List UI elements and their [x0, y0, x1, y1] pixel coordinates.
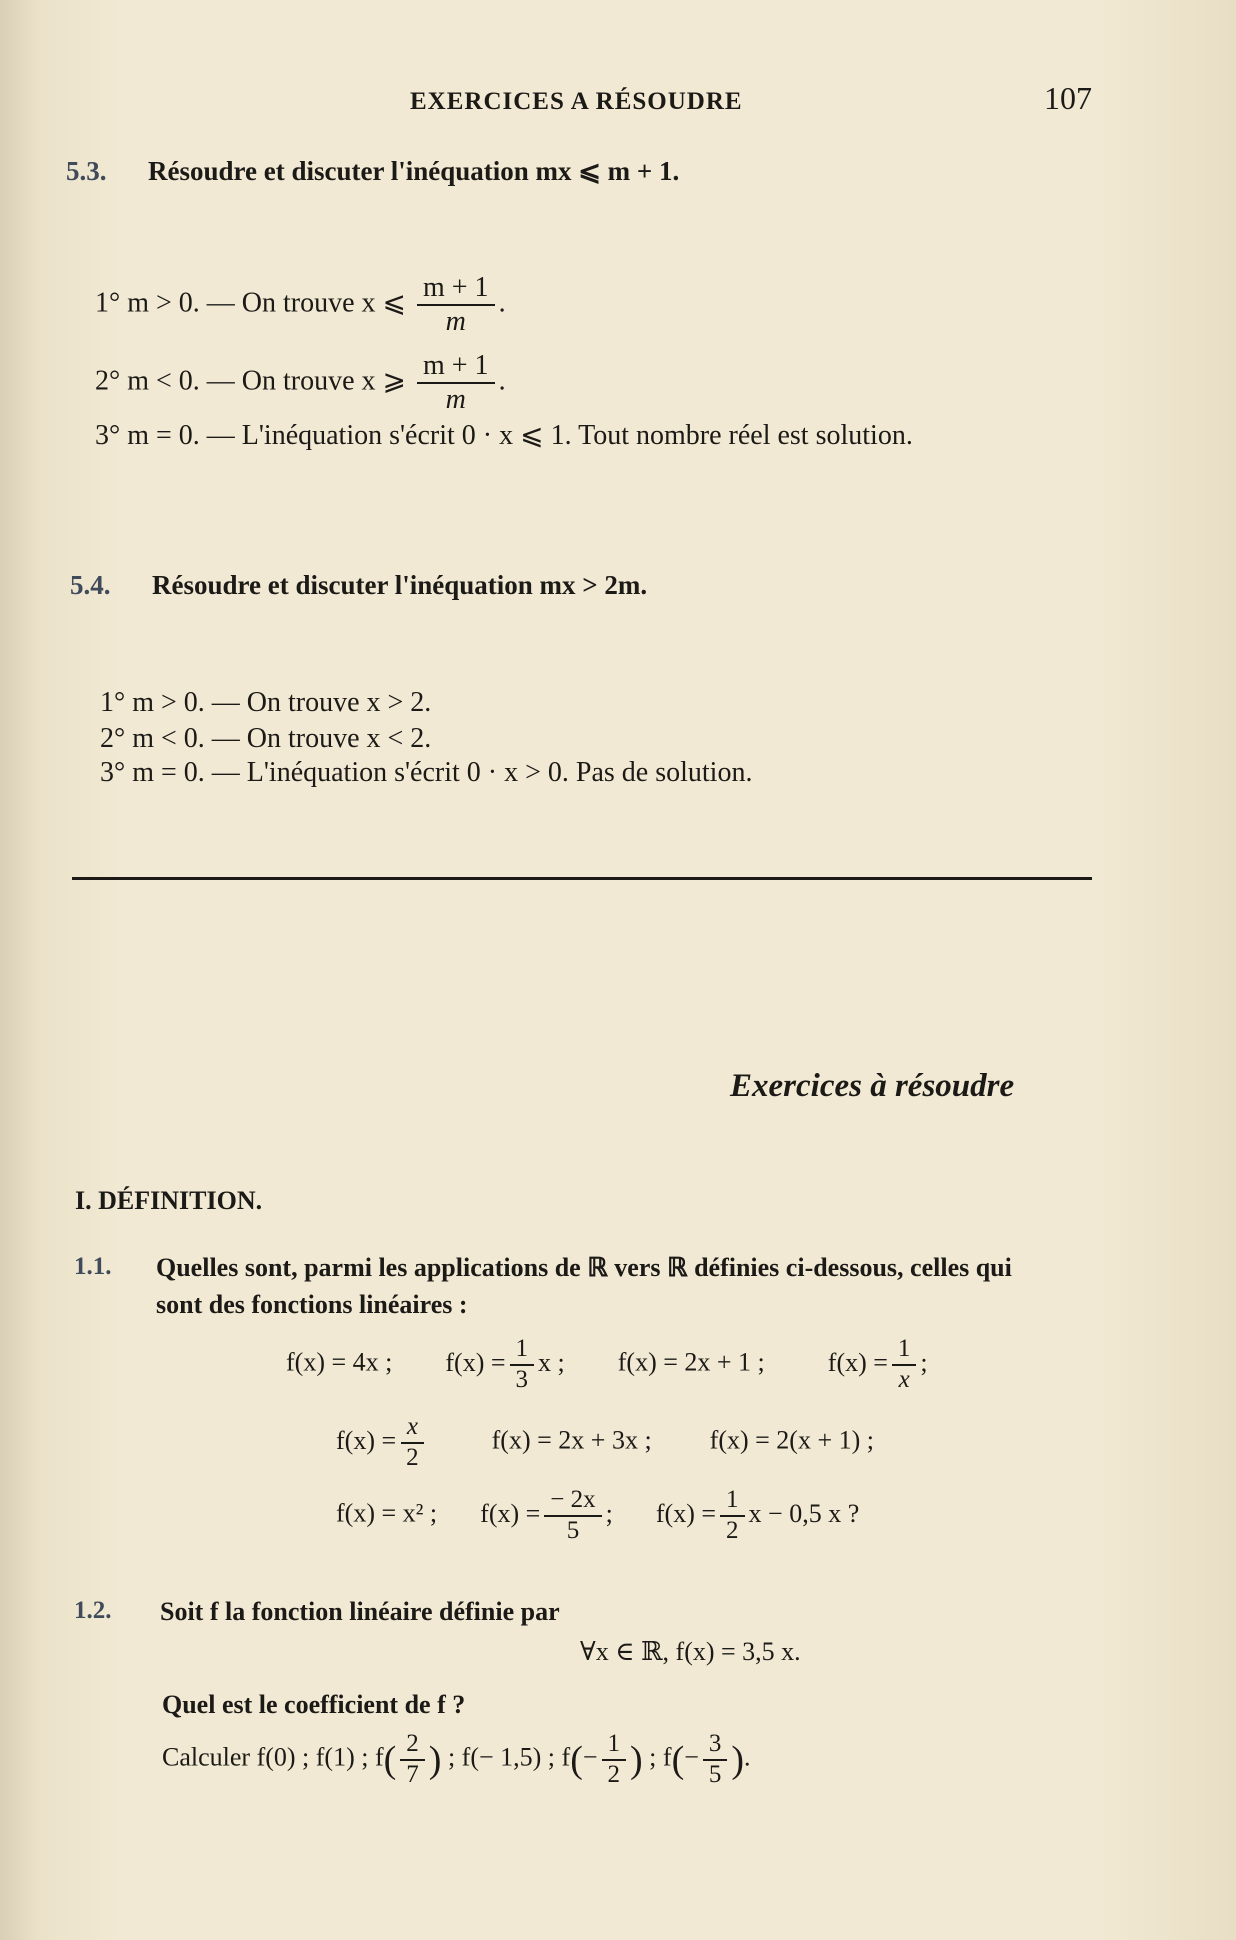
formula-f3: f(x) = 2x + 1 ; [617, 1347, 765, 1377]
horizontal-rule [72, 877, 1092, 880]
formula-f9 [480, 1486, 619, 1544]
fraction [400, 1730, 425, 1790]
fraction-numerator: 1 [602, 1730, 627, 1761]
fraction-numerator: 1 [720, 1486, 745, 1517]
page-number: 107 [1044, 80, 1092, 116]
formula-suffix: ; [920, 1347, 928, 1377]
paren: ) [428, 1738, 442, 1781]
formula-f4 [827, 1335, 928, 1393]
formula-f2 [445, 1335, 571, 1393]
calc-end: . [744, 1742, 751, 1772]
running-head: EXERCICES A RÉSOUDRE [410, 88, 743, 115]
ex11-text-line1: Quelles sont, parmi les applications de ℝ vers ℝ définies ci-dessous, celles qui [156, 1253, 1012, 1282]
ex11-formula-row2 [336, 1413, 874, 1473]
exercise-number-1-2: 1.2. [74, 1597, 112, 1624]
fraction-denominator: m [445, 384, 466, 416]
fraction-numerator: 3 [703, 1730, 728, 1761]
fraction-denominator: 5 [708, 1760, 722, 1788]
ex53-case3: 3° m = 0. — L'inéquation s'écrit 0 · x ⩽ 1. Tout nombre réel est solution. [95, 420, 913, 451]
ex12-calculation [162, 1730, 751, 1790]
formula-f10 [655, 1486, 860, 1544]
ex54-case1: 1° m > 0. — On trouve x > 2. [100, 687, 432, 718]
formula-suffix: x − 0,5 x ? [748, 1498, 860, 1528]
ex11-formula-row1 [286, 1335, 928, 1395]
fraction [400, 1413, 425, 1473]
fraction-numerator: − 2x [544, 1486, 601, 1517]
ex54-case2: 2° m < 0. — On trouve x < 2. [100, 723, 432, 754]
fraction-numerator: 1 [892, 1335, 917, 1366]
ex54-case3: 3° m = 0. — L'inéquation s'écrit 0 · x > 0. Pas de solution. [100, 757, 753, 788]
fraction-numerator: 1 [510, 1335, 535, 1366]
fraction [720, 1486, 745, 1546]
formula-prefix: f(x) = [827, 1347, 888, 1377]
exercise-number-1-1: 1.1. [74, 1253, 112, 1280]
formula-f5 [336, 1413, 435, 1471]
formula-prefix: f(x) = [655, 1498, 717, 1528]
fraction-denominator: 2 [607, 1760, 621, 1788]
formula-prefix: f(x) = [445, 1347, 506, 1377]
section-heading: Exercices à résoudre [730, 1068, 1015, 1104]
calc-prefix: Calculer f(0) ; f(1) ; f [162, 1742, 384, 1772]
fraction [602, 1730, 627, 1790]
minus-sign: − [582, 1742, 598, 1772]
formula-f1: f(x) = 4x ; [286, 1347, 393, 1377]
paren: ( [383, 1738, 397, 1781]
fraction [510, 1335, 535, 1395]
formula-prefix: f(x) = [480, 1498, 541, 1528]
fraction [703, 1730, 728, 1790]
ex12-text-line1: Soit f la fonction linéaire définie par [160, 1597, 560, 1626]
fraction-numerator: x [401, 1413, 424, 1444]
ex53-case1 [95, 272, 506, 338]
formula-f8: f(x) = x² ; [336, 1498, 438, 1528]
fraction-denominator: m [445, 306, 466, 338]
ex11-text-line2: sont des fonctions linéaires : [156, 1290, 468, 1319]
chapter-heading: I. DÉFINITION. [75, 1186, 263, 1215]
period: . [498, 365, 506, 397]
exercise-number-5-4: 5.4. [70, 570, 111, 600]
formula-suffix: ; [605, 1498, 613, 1528]
ex53-case2-fraction [417, 350, 495, 416]
formula-prefix: f(x) = [336, 1425, 397, 1455]
ex12-definition: ∀x ∈ ℝ, f(x) = 3,5 x. [580, 1637, 801, 1666]
fraction-numerator: 2 [400, 1730, 425, 1761]
ex53-case2-label: 2° m < 0. — On trouve x ⩾ [95, 365, 406, 397]
fraction-denominator: 5 [566, 1516, 580, 1544]
ex12-question: Quel est le coefficient de f ? [162, 1690, 466, 1719]
ex53-case2 [95, 350, 506, 416]
fraction-denominator: 2 [406, 1443, 419, 1471]
minus-sign: − [684, 1742, 699, 1772]
fraction-numerator: m + 1 [417, 272, 495, 306]
exercise-title-5-4: Résoudre et discuter l'inéquation mx > 2m. [152, 570, 648, 600]
fraction-denominator: x [898, 1365, 910, 1393]
ex53-case1-fraction [417, 272, 495, 338]
exercise-title-5-3: Résoudre et discuter l'inéquation mx ⩽ m + 1. [148, 156, 680, 186]
period: . [498, 287, 506, 319]
fraction-denominator: 3 [515, 1365, 529, 1393]
fraction [892, 1335, 917, 1395]
fraction [544, 1486, 601, 1546]
fraction-numerator: m + 1 [417, 350, 495, 384]
calc-middle: ; f(− 1,5) ; f [447, 1742, 571, 1772]
ex11-formula-row3 [336, 1486, 859, 1546]
fraction-denominator: 7 [406, 1760, 419, 1788]
paren: ) [731, 1738, 745, 1781]
formula-suffix: x ; [538, 1347, 565, 1377]
calc-separator: ; f [649, 1742, 672, 1772]
ex53-case1-label: 1° m > 0. — On trouve x ⩽ [95, 287, 406, 319]
paren: ( [671, 1738, 685, 1781]
formula-f6: f(x) = 2x + 3x ; [491, 1425, 652, 1455]
paren: ) [630, 1738, 643, 1781]
formula-f7: f(x) = 2(x + 1) ; [709, 1425, 875, 1455]
paren: ( [570, 1738, 583, 1781]
fraction-denominator: 2 [726, 1516, 739, 1544]
exercise-number-5-3: 5.3. [66, 156, 107, 186]
